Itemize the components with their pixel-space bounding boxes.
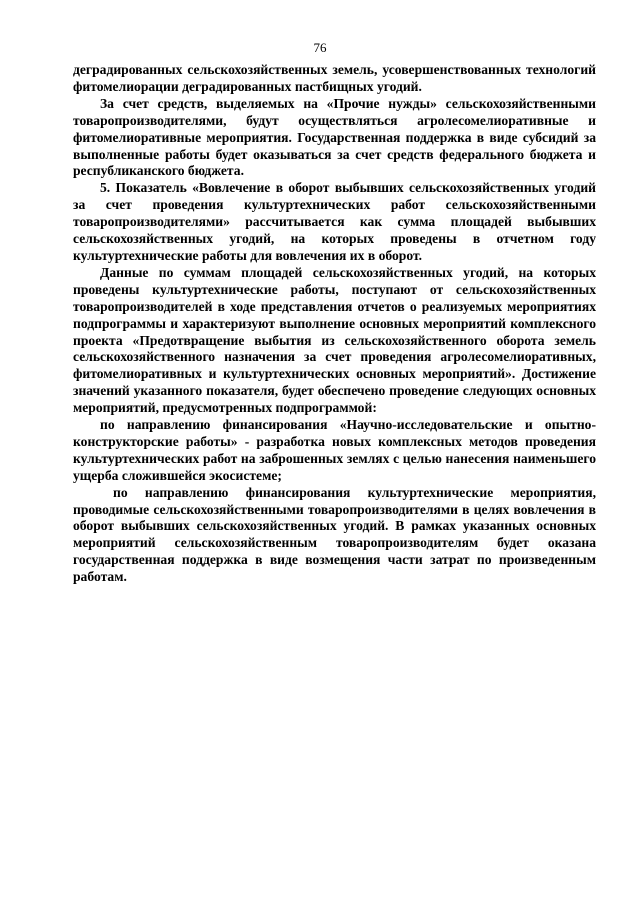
paragraph-cultural-measures: по направлению финансирования культуртехнические мероприятия, проводимые сельскохозяйственными товаропроизводителями в целях вовлечения в оборот выбывших сельскохозяйственных угодий. В рамках указанных основных мероприятий сельскохозяйственным товаропроизводителям будет оказана государственная поддержка в виде возмещения части затрат по произведенным работам. [73,484,596,585]
document-body [73,62,596,586]
paragraph-indicator-5: 5. Показатель «Вовлечение в оборот выбывших сельскохозяйственных угодий за счет проведения культуртехнических работ сельскохозяйственными товаропроизводителями» рассчитывается как сумма площадей выбывших сельскохозяйственных угодий, на которых проведены в отчетном году культуртехнические работы для вовлечения их в оборот. [73,180,596,263]
paragraph-other-needs: За счет средств, выделяемых на «Прочие нужды» сельскохозяйственными товаропроизводителями, будут осуществляться агролесомелиоративные и фитомелиоративные мероприятия. Государственная поддержка в виде субсидий за выполненные работы будет оказываться за счет средств федерального бюджета и республиканского бюджета. [73,95,596,179]
paragraph-continuation: деградированных сельскохозяйственных земель, усовершенствованных технологий фитомелиорации деградированных пастбищных угодий. [73,62,596,94]
page-number: 76 [313,40,327,55]
paragraph-research-direction: по направлению финансирования «Научно-исследовательские и опытно-конструкторские работы» - разработка новых комплексных методов проведения культуртехнических работ на заброшенных землях с целью нанесения наименьшего ущерба сложившейся экосистеме; [73,417,596,483]
paragraph-data-sources: Данные по суммам площадей сельскохозяйственных угодий, на которых проведены культуртехнические работы, поступают от сельскохозяйственных товаропроизводителей в ходе представления отчетов о реализуемых мероприятиях подпрограммы и характеризуют выполнение основных мероприятий комплексного проекта «Предотвращение выбытия из сельскохозяйственного оборота земель сельскохозяйственного назначения за счет проведения агролесомелиоративных, фитомелиоративных и культуртехнических основных мероприятий». Достижение значений указанного показателя, будет обеспечено проведение следующих основных мероприятий, предусмотренных подпрограммой: [73,264,596,416]
